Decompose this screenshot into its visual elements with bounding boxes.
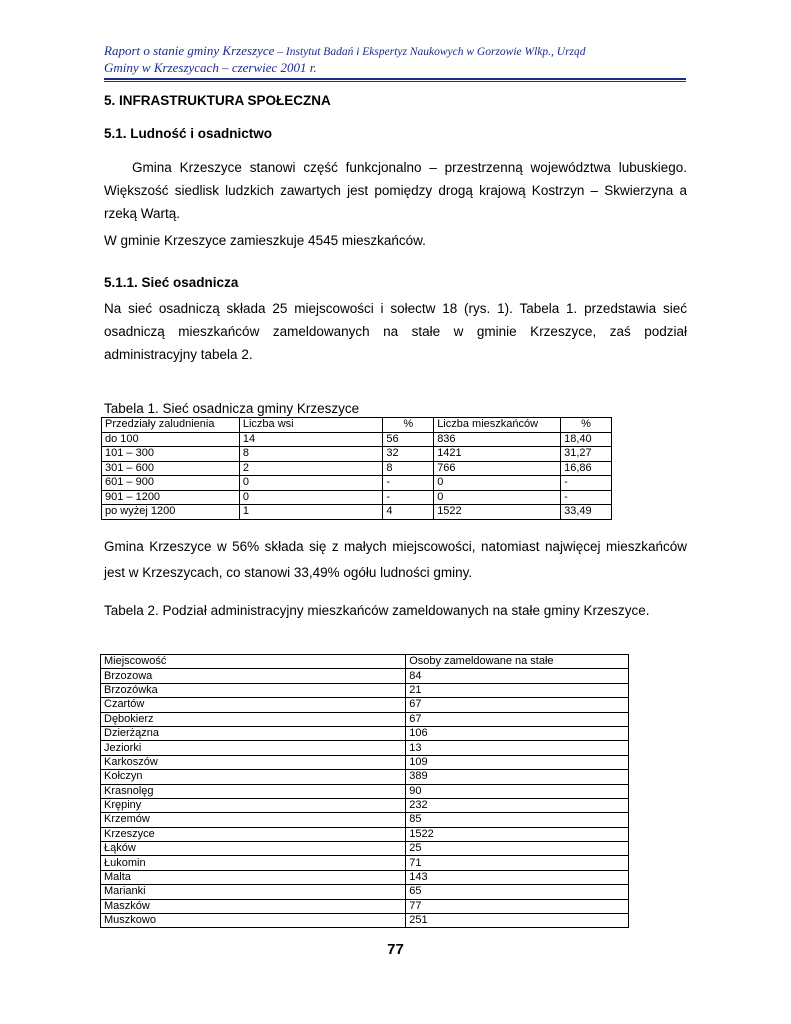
table-row [101, 726, 629, 740]
column-header: Miejscowość [101, 655, 406, 669]
header-rule-thick [104, 78, 686, 80]
table-cell: 389 [406, 770, 629, 784]
table-row [101, 669, 629, 683]
table-cell: Krzemów [101, 813, 406, 827]
table-cell: 18,40 [561, 432, 612, 447]
table-cell: po wyżej 1200 [102, 505, 240, 520]
paragraph-4: Gmina Krzeszyce w 56% składa się z małych miejscowości, natomiast najwięcej mieszkańców jest w Krzeszycach, co stanowi 33,49% ogółu ludności gminy. [104, 539, 687, 580]
table-row [101, 683, 629, 697]
table-row [101, 870, 629, 884]
table-cell: 0 [434, 490, 561, 505]
table-row [101, 827, 629, 841]
table-cell: - [383, 490, 434, 505]
table-cell: Łąków [101, 842, 406, 856]
subsection-title: 5.1. Ludność i osadnictwo [104, 126, 273, 141]
table-cell: 21 [406, 683, 629, 697]
column-header: Przedziały zaludnienia [102, 418, 240, 433]
table-cell: Czartów [101, 698, 406, 712]
header-rule-thin [104, 81, 686, 82]
table-cell: 143 [406, 870, 629, 884]
table-cell: 90 [406, 784, 629, 798]
table-row [101, 784, 629, 798]
table-cell: 84 [406, 669, 629, 683]
column-header: % [383, 418, 434, 433]
table-cell: 0 [239, 490, 383, 505]
table-cell: Krasnolęg [101, 784, 406, 798]
table-cell: Dzierżązna [101, 726, 406, 740]
table-cell: 0 [434, 476, 561, 491]
table-cell: 14 [239, 432, 383, 447]
table-row [101, 698, 629, 712]
table-cell: 766 [434, 461, 561, 476]
settlement-table [101, 417, 612, 520]
page-number: 77 [387, 941, 404, 958]
table-row [101, 842, 629, 856]
column-header: % [561, 418, 612, 433]
table-cell: 33,49 [561, 505, 612, 520]
table-cell: - [383, 476, 434, 491]
table-cell: 2 [239, 461, 383, 476]
table-row [101, 770, 629, 784]
table-cell: 836 [434, 432, 561, 447]
table-cell: Marianki [101, 885, 406, 899]
paragraph-2: W gminie Krzeszyce zamieszkuje 4545 mieszkańców. [104, 233, 426, 248]
table-row [102, 432, 612, 447]
table-cell: 251 [406, 914, 629, 928]
subsubsection-title: 5.1.1. Sieć osadnicza [104, 275, 239, 290]
table-row [101, 755, 629, 769]
table-cell: Maszków [101, 899, 406, 913]
table-cell: do 100 [102, 432, 240, 447]
table-cell: 71 [406, 856, 629, 870]
section-title: 5. INFRASTRUKTURA SPOŁECZNA [104, 93, 331, 108]
table-row [102, 505, 612, 520]
table-cell: 8 [239, 447, 383, 462]
header-institute: – Instytut Badań i Ekspertyz Naukowych w Gorzowie Wlkp., Urząd [274, 46, 586, 58]
table-row [101, 813, 629, 827]
table-cell: 8 [383, 461, 434, 476]
table-row [101, 741, 629, 755]
table-cell: 1522 [406, 827, 629, 841]
table-cell: 77 [406, 899, 629, 913]
table-cell: 65 [406, 885, 629, 899]
table-cell: Jeziorki [101, 741, 406, 755]
table1-caption: Tabela 1. Sieć osadnicza gminy Krzeszyce [104, 401, 360, 416]
paragraph-3: Na sieć osadniczą składa 25 miejscowości i sołectw 18 (rys. 1). Tabela 1. przedstawia sieć osadniczą mieszkańców zameldowanych na stałe w gminie Krzeszyce, zaś podział administracyjny tabela 2. [104, 301, 687, 362]
table-row [102, 461, 612, 476]
administrative-table [100, 654, 629, 928]
column-header: Osoby zameldowane na stałe [406, 655, 629, 669]
table-row [101, 914, 629, 928]
paragraph-1: Gmina Krzeszyce stanowi część funkcjonalno – przestrzenną województwa lubuskiego. Większość siedlisk ludzkich zawartych jest pomiędzy drogą krajową Kostrzyn – Skwierzyna a rzeką Wartą. [104, 160, 687, 221]
column-header: Liczba mieszkańców [434, 418, 561, 433]
table-cell: 31,27 [561, 447, 612, 462]
table-cell: 1421 [434, 447, 561, 462]
table-cell: Krępiny [101, 798, 406, 812]
table2-caption: Tabela 2. Podział administracyjny mieszkańców zameldowanych na stałe gminy Krzeszyce. [104, 603, 650, 618]
table-cell: 0 [239, 476, 383, 491]
table-cell: Kołczyn [101, 770, 406, 784]
table-row [101, 885, 629, 899]
table-cell: 32 [383, 447, 434, 462]
table-row [101, 712, 629, 726]
table-cell: 4 [383, 505, 434, 520]
header-date-line: Gminy w Krzeszycach – czerwiec 2001 r. [104, 60, 317, 75]
table-row [101, 899, 629, 913]
table-row [101, 798, 629, 812]
table-cell: 109 [406, 755, 629, 769]
table-cell: 301 – 600 [102, 461, 240, 476]
table-cell: 232 [406, 798, 629, 812]
table-cell: Dębokierz [101, 712, 406, 726]
table-cell: 56 [383, 432, 434, 447]
table-cell: 901 – 1200 [102, 490, 240, 505]
header-report-title: Raport o stanie gminy Krzeszyce [104, 43, 275, 58]
table-cell: Muszkowo [101, 914, 406, 928]
table-cell: 13 [406, 741, 629, 755]
table-cell: 101 – 300 [102, 447, 240, 462]
table-header-row [102, 418, 612, 433]
column-header: Liczba wsi [239, 418, 383, 433]
table-cell: 25 [406, 842, 629, 856]
table-cell: 601 – 900 [102, 476, 240, 491]
table-row [101, 856, 629, 870]
table-header-row [101, 655, 629, 669]
table-cell: Brzozówka [101, 683, 406, 697]
table-cell: 67 [406, 712, 629, 726]
table-cell: 1522 [434, 505, 561, 520]
table-cell: Karkoszów [101, 755, 406, 769]
table-cell: Brzozowa [101, 669, 406, 683]
table-row [102, 476, 612, 491]
table-cell: - [561, 490, 612, 505]
table-cell: 67 [406, 698, 629, 712]
table-cell: 1 [239, 505, 383, 520]
table-cell: 106 [406, 726, 629, 740]
table-cell: - [561, 476, 612, 491]
table-row [102, 490, 612, 505]
running-header [104, 43, 686, 76]
table-cell: Krzeszyce [101, 827, 406, 841]
table-cell: Łukomin [101, 856, 406, 870]
table-row [102, 447, 612, 462]
table-cell: Malta [101, 870, 406, 884]
table-cell: 85 [406, 813, 629, 827]
table-cell: 16,86 [561, 461, 612, 476]
